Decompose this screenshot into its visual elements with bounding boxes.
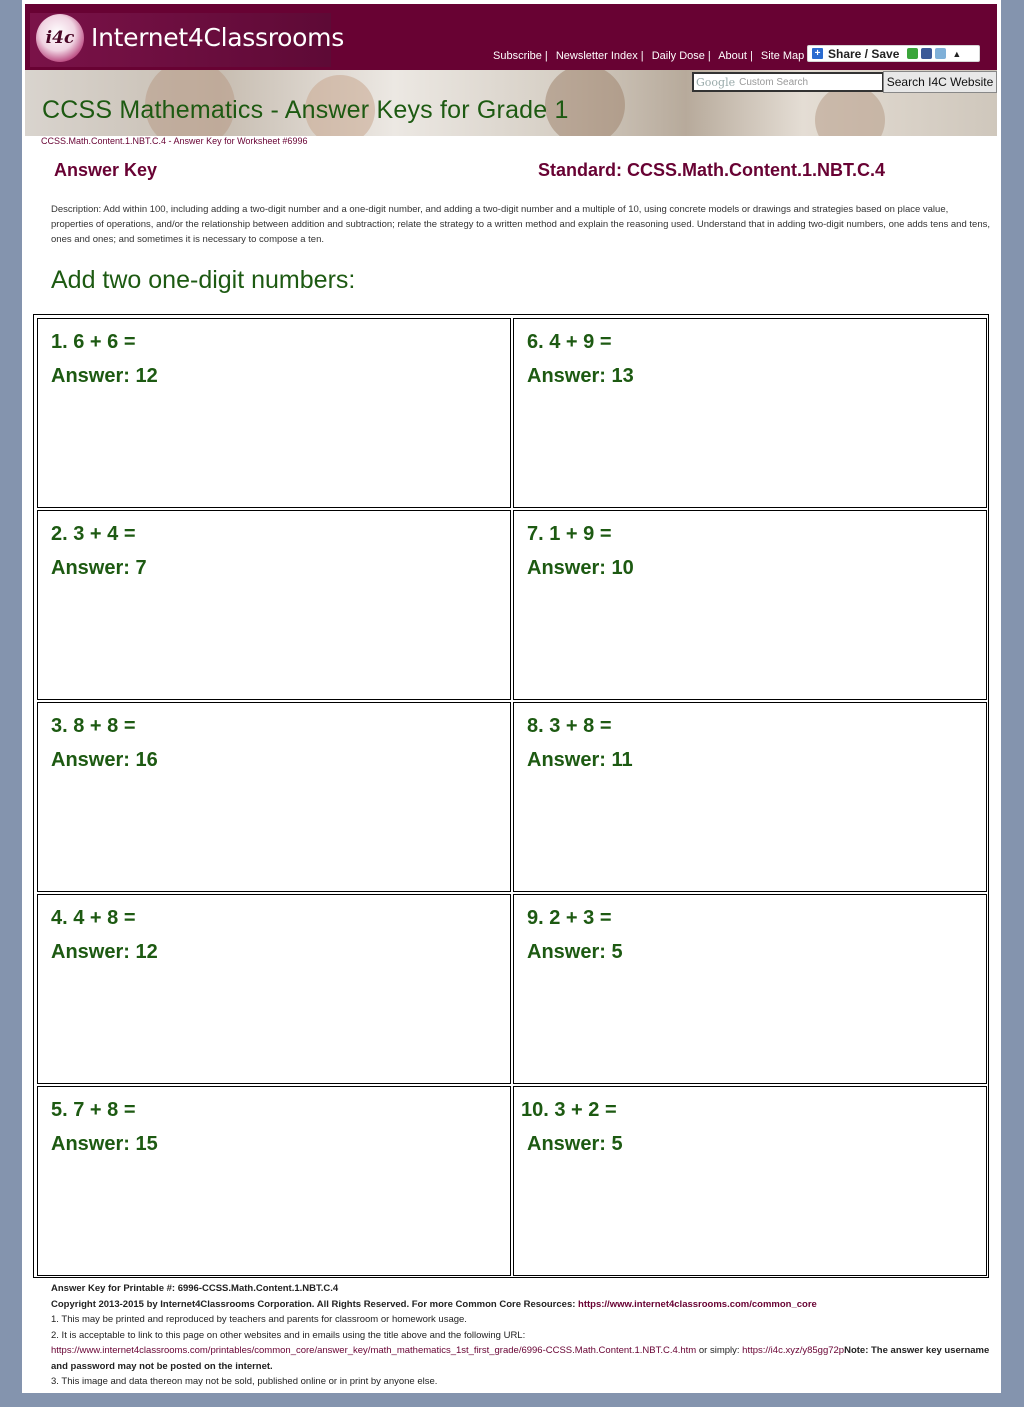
- answer-key-title: Answer Key: [54, 160, 158, 180]
- long-url-link[interactable]: https://www.internet4classrooms.com/printables/common_core/answer_key/math_mathematics_1st_first_grade/6996-CCSS.Math.Content.1.NBT.C.4.htm: [51, 1345, 697, 1356]
- problem-grid: [33, 314, 989, 1278]
- problem-cell: [37, 318, 511, 508]
- problem-cell: [513, 318, 987, 508]
- description: Description: Add within 100, including adding a two-digit number and a one-digit number, and adding a two-digit number and a multiple of 10, using concrete models or drawings and strategies based on place value, properties of operations, and/or the relationship between addition and subtraction; relate the strategy to a written method and explain the reasoning used. Understand that in adding two-digit numbers, one adds tens and tens, ones and ones; and sometimes it is necessary to compose a ten.: [51, 204, 990, 245]
- problem-question: 6. 4 + 9 =: [527, 331, 612, 353]
- twitter-icon: [935, 48, 946, 59]
- short-url-link[interactable]: https://i4c.xyz/y85gg72p: [742, 1345, 845, 1356]
- footer-printable-id: Answer Key for Printable #: 6996-CCSS.Math.Content.1.NBT.C.4: [51, 1283, 339, 1294]
- problem-question: 8. 3 + 8 =: [527, 715, 612, 737]
- problem-cell: [513, 1086, 987, 1276]
- problem-question: 2. 3 + 4 =: [51, 523, 136, 545]
- problem-cell: [37, 702, 511, 892]
- problem-question: 9. 2 + 3 =: [527, 907, 612, 929]
- share-plus-icon: +: [812, 48, 823, 59]
- problem-answer: Answer: 10: [527, 557, 634, 579]
- chevron-updown-icon: ▲︎: [952, 48, 962, 59]
- problem-question: 7. 1 + 9 =: [527, 523, 612, 545]
- problem-answer: Answer: 11: [527, 749, 633, 771]
- breadcrumb[interactable]: CCSS.Math.Content.1.NBT.C.4 - Answer Key for Worksheet #6996: [41, 136, 308, 146]
- site-logo[interactable]: [30, 13, 344, 67]
- google-logo: Google: [696, 75, 736, 89]
- nav-newsletter-index[interactable]: Newsletter Index: [555, 50, 638, 62]
- page-title: CCSS Mathematics - Answer Keys for Grade 1: [42, 96, 569, 124]
- footer-usage-note: 1. This may be printed and reproduced by teachers and parents for classroom or homework usage.: [51, 1314, 467, 1325]
- nav-site-map[interactable]: Site Map: [760, 50, 805, 62]
- problem-answer: Answer: 5: [527, 1133, 623, 1155]
- problem-answer: Answer: 13: [527, 365, 634, 387]
- page-banner: [25, 70, 997, 136]
- problem-cell: [37, 894, 511, 1084]
- logo-text: Internet4Classrooms: [91, 23, 344, 52]
- problem-answer: Answer: 12: [51, 365, 158, 387]
- search-input[interactable]: [692, 72, 884, 92]
- facebook-icon: [921, 48, 932, 59]
- footer: [51, 1281, 991, 1390]
- nav-daily-dose[interactable]: Daily Dose: [651, 50, 705, 62]
- common-core-link[interactable]: https://www.internet4classrooms.com/common_core: [578, 1298, 817, 1310]
- footer-copyright: Copyright 2013-2015 by Internet4Classrooms Corporation. All Rights Reserved. For more Common Core Resources: https://www.internet4classrooms.com/common_core: [51, 1298, 817, 1310]
- search-placeholder: Custom Search: [739, 76, 809, 88]
- standard-label: Standard: CCSS.Math.Content.1.NBT.C.4: [538, 160, 886, 180]
- footer-link-note: 2. It is acceptable to link to this page on other websites and in emails using the title above and the following URL:: [51, 1329, 526, 1341]
- footer-note: Note: The answer key username and password may not be posted on the internet.: [51, 1345, 990, 1372]
- problem-cell: [513, 894, 987, 1084]
- email-share-icon: [907, 48, 918, 59]
- nav-subscribe[interactable]: Subscribe: [493, 50, 542, 62]
- problem-answer: Answer: 5: [527, 941, 623, 963]
- problem-question: 4. 4 + 8 =: [51, 907, 136, 929]
- site-header: [25, 4, 997, 70]
- footer-urls: https://www.internet4classrooms.com/printables/common_core/answer_key/math_mathematics_1st_first_grade/6996-CCSS.Math.Content.1.NBT.C.4.htm or simply: https://i4c.xyz/y85gg72pNote: The answer key username and password may not be posted on the internet.: [51, 1345, 990, 1372]
- problem-cell: [513, 510, 987, 700]
- top-nav: Subscribe | Newsletter Index | Daily Dose | About | Site Map: [493, 50, 805, 62]
- problem-cell: [37, 1086, 511, 1276]
- problem-answer: Answer: 12: [51, 941, 158, 963]
- share-save-button[interactable]: [807, 45, 980, 62]
- problem-answer: Answer: 7: [51, 557, 147, 579]
- problem-cell: [513, 702, 987, 892]
- share-label: Share / Save: [828, 46, 900, 61]
- section-heading: Add two one-digit numbers:: [51, 266, 356, 294]
- problem-question: 1. 6 + 6 =: [51, 331, 136, 353]
- logo-mark: i4c: [36, 14, 84, 62]
- problem-answer: Answer: 16: [51, 749, 158, 771]
- problem-answer: Answer: 15: [51, 1133, 158, 1155]
- problem-cell: [37, 510, 511, 700]
- problem-question: 5. 7 + 8 =: [51, 1099, 136, 1121]
- nav-about[interactable]: About: [718, 50, 747, 62]
- problem-question: 3. 8 + 8 =: [51, 715, 136, 737]
- problem-question: 10. 3 + 2 =: [521, 1099, 617, 1121]
- footer-rights: 3. This image and data thereon may not be sold, published online or in print by anyone else.: [51, 1376, 438, 1387]
- page: [22, 0, 1001, 1393]
- search-button[interactable]: Search I4C Website: [883, 71, 997, 93]
